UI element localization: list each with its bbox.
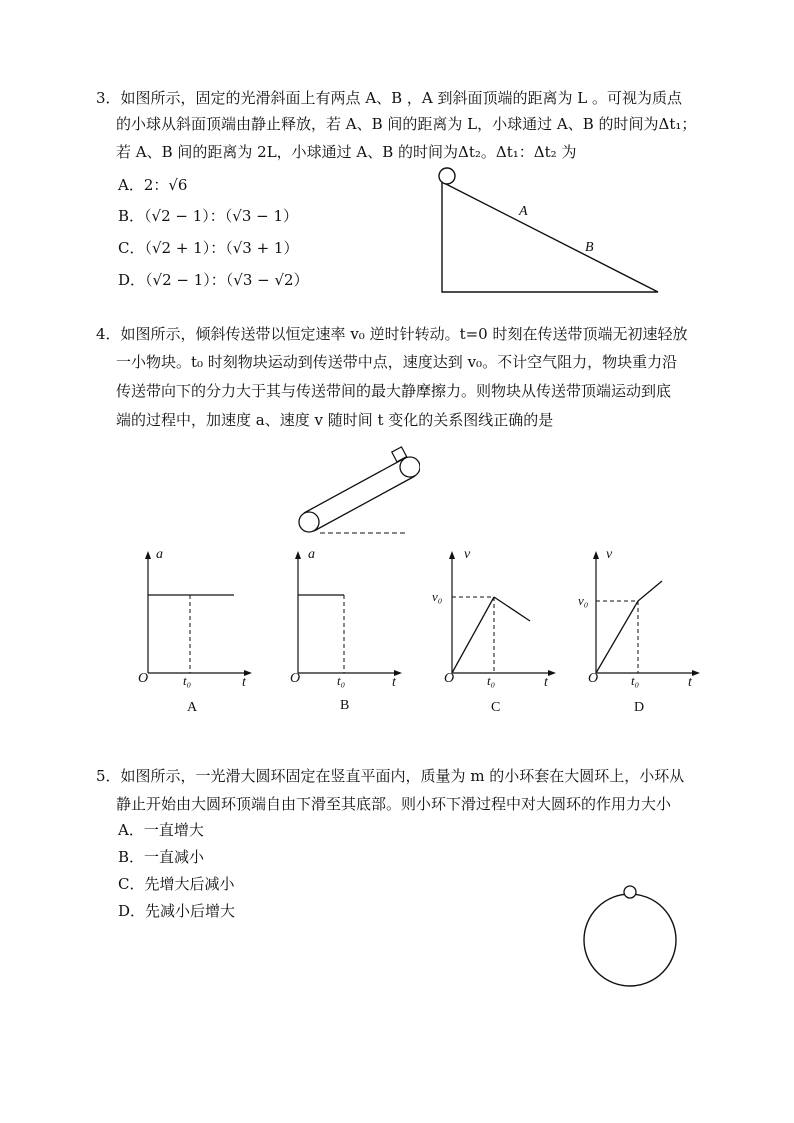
series-line — [596, 601, 638, 673]
graph-caption: D — [634, 700, 645, 715]
x-axis-label: t — [544, 675, 548, 690]
t0-tick-label: t₀ — [487, 673, 496, 688]
origin-label: O — [138, 671, 149, 686]
q3-line-2: 的小球从斜面顶端由静止释放，若 A、B 间的距离为 L，小球通过 A、B 的时间为Δt₁； — [116, 115, 697, 133]
v0-tick-label: v₀ — [432, 589, 443, 604]
y-axis-label: a — [308, 547, 315, 562]
y-axis-label: v — [606, 547, 613, 562]
point-b-label: B — [585, 240, 594, 255]
graph-caption: B — [340, 698, 350, 713]
small-ring-icon — [624, 886, 636, 898]
v0-tick-label: v₀ — [578, 593, 589, 608]
x-axis-label: t — [392, 675, 396, 690]
origin-label: O — [444, 671, 455, 686]
series-line — [638, 581, 662, 601]
y-axis-label: a — [156, 547, 163, 562]
q5-option-c: C．先增大后减小 — [118, 875, 235, 893]
t0-tick-label: t₀ — [337, 673, 346, 688]
q5-line-2: 静止开始由大圆环顶端自由下滑至其底部。则小环下滑过程中对大圆环的作用力大小 — [116, 795, 672, 813]
q3-option-d: D．（√2 − 1）：（√3 − √2） — [118, 271, 309, 289]
graph-a — [130, 545, 260, 715]
t0-tick-label: t₀ — [183, 673, 192, 688]
graph-d — [578, 545, 710, 715]
y-axis-label: v — [464, 547, 471, 562]
ball-icon — [439, 168, 455, 184]
graph-caption: A — [187, 700, 198, 715]
large-ring-icon — [584, 894, 676, 986]
conveyor-figure — [290, 445, 420, 540]
q5-option-b: B．一直减小 — [118, 848, 205, 866]
origin-label: O — [588, 671, 599, 686]
q5-option-a: A．一直增大 — [118, 821, 204, 839]
q4-line-2: 一小物块。t₀ 时刻物块运动到传送带中点，速度达到 v₀。不计空气阻力，物块重力沿 — [116, 353, 678, 371]
t0-tick-label: t₀ — [631, 673, 640, 688]
top-roller-icon — [400, 457, 420, 477]
q5-line-1: 5．如图所示，一光滑大圆环固定在竖直平面内，质量为 m 的小环套在大圆环上，小环从 — [96, 767, 685, 785]
series-line — [494, 597, 530, 621]
q3-line-3: 若 A、B 间的距离为 2L，小球通过 A、B 的时间为Δt₂。Δt₁：Δt₂ 为 — [116, 143, 577, 161]
ring-figure — [578, 880, 682, 990]
point-a-label: A — [519, 204, 528, 219]
graph-c — [432, 545, 566, 715]
q3-line-1: 3．如图所示，固定的光滑斜面上有两点 A、B ，A 到斜面顶端的距离为 L 。可视为质点 — [96, 89, 683, 107]
graph-b — [280, 545, 410, 713]
x-axis-label: t — [688, 675, 692, 690]
q4-line-1: 4．如图所示，倾斜传送带以恒定速率 v₀ 逆时针转动。t=0 时刻在传送带顶端无初速轻放 — [96, 325, 688, 343]
bottom-roller-icon — [299, 512, 319, 532]
q3-option-a: A．2：√6 — [118, 176, 188, 194]
q4-line-4: 端的过程中，加速度 a、速度 v 随时间 t 变化的关系图线正确的是 — [116, 411, 554, 429]
origin-label: O — [290, 671, 301, 686]
q5-option-d: D．先减小后增大 — [118, 902, 236, 920]
incline-figure — [430, 160, 670, 300]
q4-line-3: 传送带向下的分力大于其与传送带间的最大静摩擦力。则物块从传送带顶端运动到底 — [116, 382, 672, 400]
graph-caption: C — [491, 700, 501, 715]
x-axis-label: t — [242, 675, 246, 690]
incline-triangle — [442, 182, 658, 292]
q3-option-c: C．（√2 + 1）：（√3 + 1） — [118, 239, 299, 257]
series-line — [452, 597, 494, 673]
q3-option-b: B．（√2 − 1）：（√3 − 1） — [118, 207, 299, 225]
